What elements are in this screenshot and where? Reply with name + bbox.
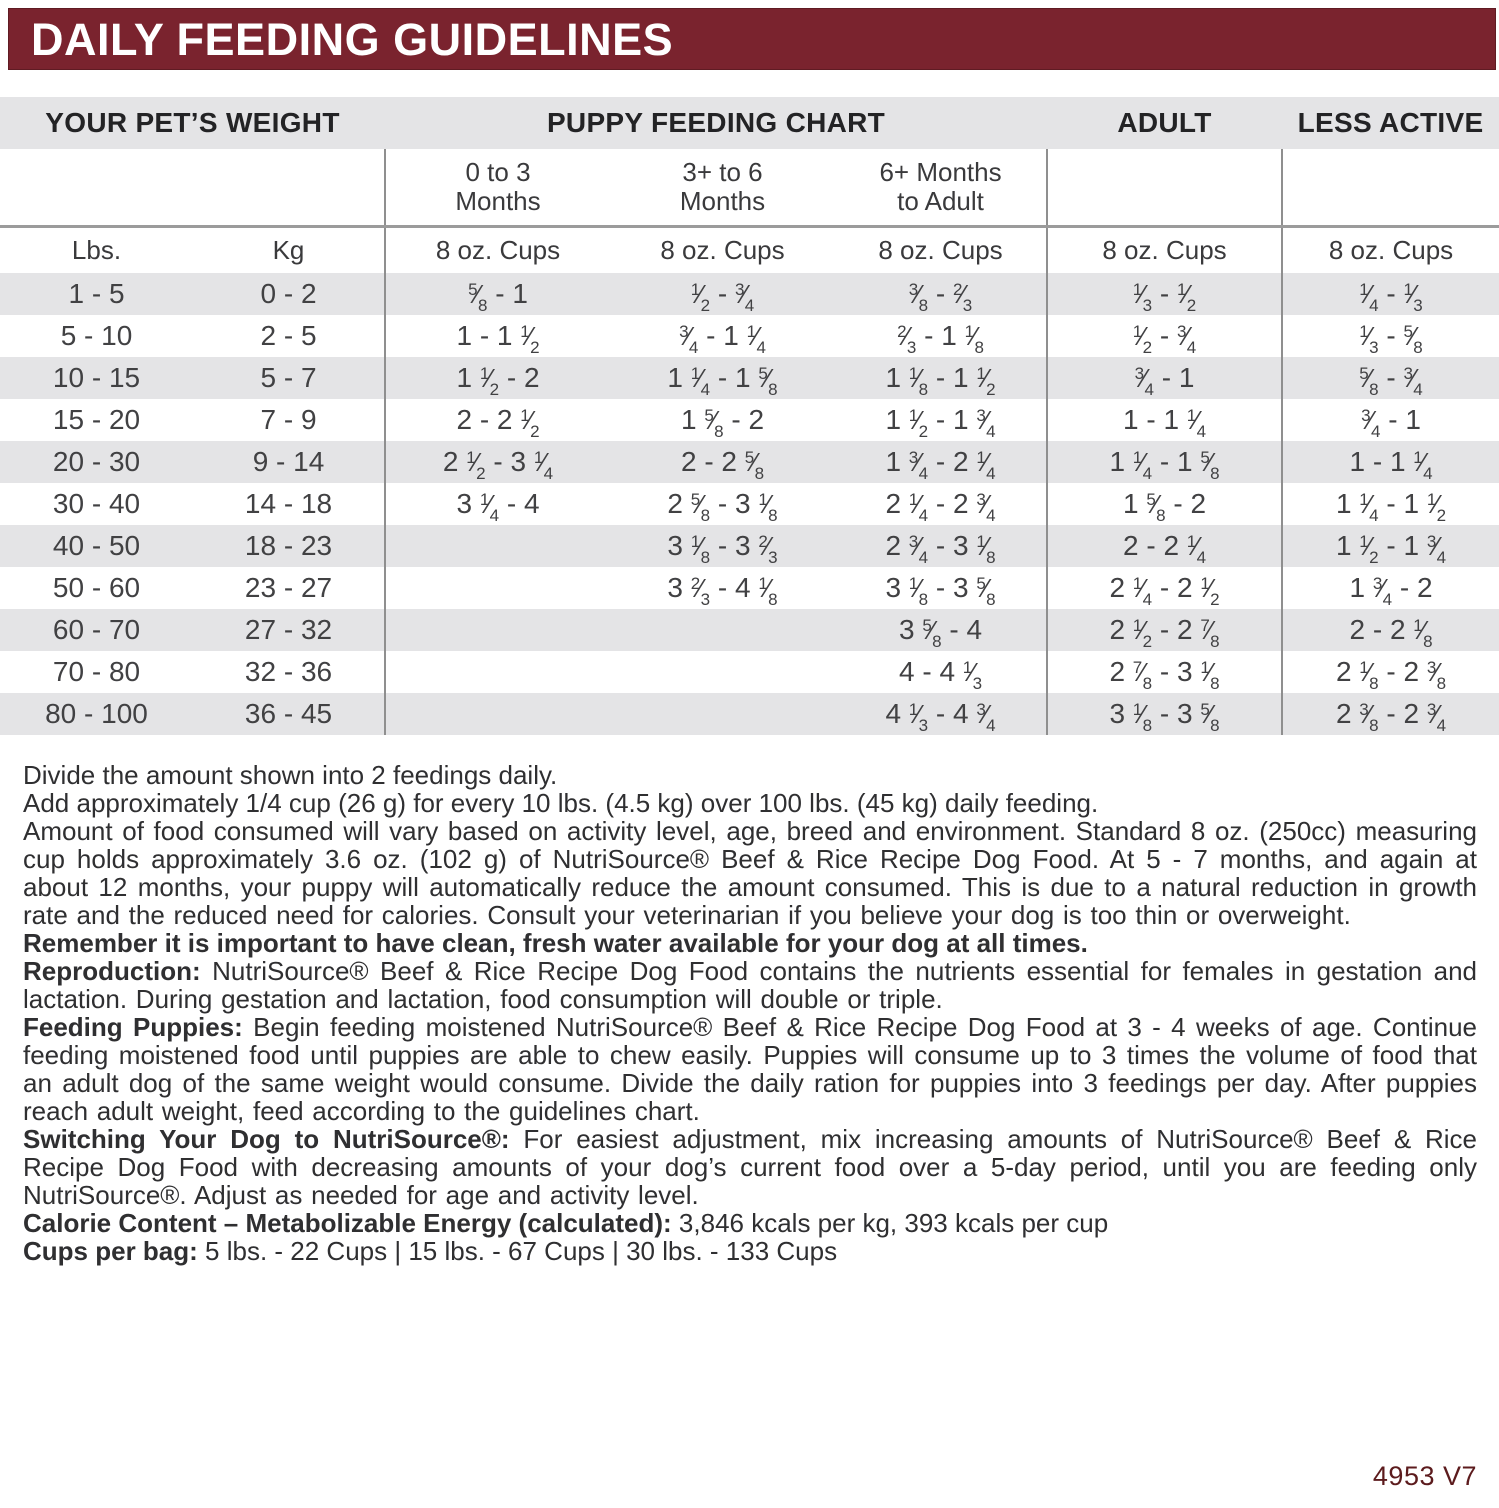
table-cell: 70 - 80 bbox=[52, 656, 141, 687]
unit-header-lbs: Lbs. bbox=[0, 227, 193, 274]
table-cell: $^2⁄_3 - 1$ $^1⁄_8$ bbox=[835, 315, 1047, 357]
table-cell: $^1⁄_4$ - $^1⁄_3$ bbox=[1359, 278, 1423, 315]
water-reminder: Remember it is important to have clean, fresh water available for your dog at all times. bbox=[23, 928, 1088, 958]
table-cell bbox=[385, 567, 610, 609]
table-cell: 2 - 5 bbox=[193, 315, 385, 357]
table-row bbox=[0, 315, 1499, 357]
table-cell: 15 - 20 bbox=[52, 404, 141, 435]
info-label: Cups per bag: bbox=[23, 1236, 198, 1266]
age-header-line: 0 to 3 bbox=[465, 157, 531, 187]
table-cell: 1 $^1⁄_4 - 1$ $^5⁄_8$ bbox=[1047, 441, 1282, 483]
table-row bbox=[0, 651, 1499, 693]
group-header-weight: YOUR PET’S WEIGHT bbox=[0, 97, 385, 149]
age-header-line: to Adult bbox=[897, 186, 984, 216]
table-cell: 1 $^3⁄_4 - 2$ bbox=[1349, 572, 1433, 609]
table-cell: 14 - 18 bbox=[193, 483, 385, 525]
feeding-table bbox=[0, 97, 1499, 735]
unit-header-row bbox=[0, 227, 1499, 274]
table-cell bbox=[610, 693, 835, 735]
table-cell: 50 - 60 bbox=[52, 572, 141, 603]
table-cell: 2 - 2 $^1⁄_2$ bbox=[456, 404, 540, 441]
table-cell bbox=[610, 609, 835, 651]
section-label: Feeding Puppies: bbox=[23, 1012, 243, 1042]
unit-header-kg: Kg bbox=[193, 227, 385, 274]
table-cell: 80 - 100 bbox=[45, 698, 148, 729]
table-cell: 2 $^1⁄_4 - 2$ $^3⁄_4$ bbox=[835, 483, 1047, 525]
table-cell: 1 $^1⁄_4 - 1$ $^5⁄_8$ bbox=[667, 362, 778, 399]
note-paragraph: Amount of food consumed will vary based on activity level, age, breed and environment. Standard 8 oz. (250cc) measuring cup holds approximately 3.6 oz. (102 g) of NutriSource® Beef & Rice Recipe Dog Food. At 5 - 7 months, and again at about 12 months, your puppy will automatically reduce the amount consumed. This is due to a natural reduction in growth rate and the reduced need for calories. Consult your veterinarian if you believe your dog is too thin or overweight. bbox=[23, 816, 1477, 930]
table-row bbox=[0, 357, 1499, 399]
cups-per-bag-line bbox=[23, 1237, 1477, 1265]
table-cell: $^3⁄_8$ - $^2⁄_3$ bbox=[835, 273, 1047, 315]
table-cell: 60 - 70 bbox=[52, 614, 141, 645]
table-cell bbox=[610, 651, 835, 693]
table-cell: 1 $^5⁄_8 - 2$ bbox=[680, 404, 765, 441]
group-header-puppy-chart: PUPPY FEEDING CHART bbox=[385, 97, 1047, 149]
unit-header-cups: 8 oz. Cups bbox=[385, 227, 610, 274]
table-row bbox=[0, 483, 1499, 525]
info-label: Calorie Content – Metabolizable Energy (calculated): bbox=[23, 1208, 672, 1238]
table-cell: 4 - 4 $^1⁄_3$ bbox=[835, 651, 1047, 693]
section-reproduction bbox=[23, 957, 1477, 1013]
table-cell: 2 - 2 $^1⁄_8$ bbox=[1349, 614, 1433, 651]
table-cell: 1 $^1⁄_2 - 2$ bbox=[456, 362, 540, 399]
table-row bbox=[0, 399, 1499, 441]
age-header-line: 3+ to 6 bbox=[682, 157, 763, 187]
info-text: 5 lbs. - 22 Cups | 15 lbs. - 67 Cups | 30 lbs. - 133 Cups bbox=[205, 1236, 838, 1266]
table-row bbox=[0, 567, 1499, 609]
table-row bbox=[0, 273, 1499, 315]
version-code: 4953 V7 bbox=[1372, 1461, 1477, 1491]
spacer-cell bbox=[1282, 149, 1499, 227]
table-cell: 1 - 1 $^1⁄_4$ bbox=[1349, 446, 1433, 483]
table-cell: 3 $^1⁄_8 - 3$ $^2⁄_3$ bbox=[667, 530, 778, 567]
table-cell: 1 $^1⁄_4 - 1$ $^1⁄_2$ bbox=[1335, 488, 1447, 525]
table-cell: $^1⁄_3$ - $^1⁄_2$ bbox=[1047, 273, 1282, 315]
table-cell: 3 $^2⁄_3 - 4$ $^1⁄_8$ bbox=[667, 572, 778, 609]
table-cell: 2 - 2 $^1⁄_4$ bbox=[1047, 525, 1282, 567]
note-line: Divide the amount shown into 2 feedings daily. bbox=[23, 760, 558, 790]
unit-header-cups: 8 oz. Cups bbox=[1047, 227, 1282, 274]
group-header-adult: ADULT bbox=[1047, 97, 1282, 149]
table-cell: 1 $^1⁄_2 - 1$ $^3⁄_4$ bbox=[1335, 530, 1447, 567]
age-header-row bbox=[0, 149, 1499, 227]
table-row bbox=[0, 693, 1499, 735]
section-text: For easiest adjustment, mix increasing amounts of NutriSource® Beef & Rice Recipe Dog Food with decreasing amounts of your dog’s current food over a 5-day period, until you are feeding only NutriSource®. Adjust as needed for age and activity level. bbox=[23, 1124, 1477, 1210]
note-line: Add approximately 1/4 cup (26 g) for every 10 lbs. (4.5 kg) over 100 lbs. (45 kg) daily feeding. bbox=[23, 788, 1099, 818]
table-cell: $^1⁄_2$ - $^3⁄_4$ bbox=[690, 278, 755, 315]
table-cell: 1 $^1⁄_8 - 1$ $^1⁄_2$ bbox=[835, 357, 1047, 399]
unit-header-cups: 8 oz. Cups bbox=[610, 227, 835, 274]
table-cell: 2 $^5⁄_8 - 3$ $^1⁄_8$ bbox=[667, 488, 778, 525]
section-label: Switching Your Dog to NutriSource®: bbox=[23, 1124, 510, 1154]
table-cell: 23 - 27 bbox=[193, 567, 385, 609]
table-cell: 2 $^3⁄_8 - 2$ $^3⁄_4$ bbox=[1335, 698, 1447, 735]
table-cell: 2 $^1⁄_8 - 2$ $^3⁄_8$ bbox=[1335, 656, 1447, 693]
group-header-less-active: LESS ACTIVE bbox=[1282, 97, 1499, 149]
table-cell: $^5⁄_8 - 1$ bbox=[468, 278, 528, 315]
age-header-line: Months bbox=[455, 186, 541, 216]
table-cell bbox=[385, 693, 610, 735]
table-cell: 4 $^1⁄_3 - 4$ $^3⁄_4$ bbox=[835, 693, 1047, 735]
table-cell: 30 - 40 bbox=[52, 488, 141, 519]
table-cell: 5 - 10 bbox=[60, 320, 133, 351]
table-cell: 3 $^1⁄_4 - 4$ bbox=[456, 488, 540, 525]
unit-header-cups: 8 oz. Cups bbox=[835, 227, 1047, 274]
section-text: Begin feeding moistened NutriSource® Beef & Rice Recipe Dog Food at 3 - 4 weeks of age. Continue feeding moistened food until puppies are able to chew easily. Puppies will consume up to 3 times the volume of food that an adult dog of the same weight would consume. Divide the daily ration for puppies into 3 feedings per day. After puppies reach adult weight, feed according to the guidelines chart. bbox=[23, 1012, 1477, 1126]
title-banner bbox=[8, 8, 1496, 70]
page-title: DAILY FEEDING GUIDELINES bbox=[31, 13, 674, 65]
spacer-cell bbox=[0, 149, 385, 227]
notes-block bbox=[23, 761, 1477, 1265]
table-cell bbox=[385, 609, 610, 651]
table-cell: 10 - 15 bbox=[52, 362, 141, 393]
table-cell: 5 - 7 bbox=[193, 357, 385, 399]
table-cell: 18 - 23 bbox=[193, 525, 385, 567]
section-label: Reproduction: bbox=[23, 956, 201, 986]
calorie-content-line bbox=[23, 1209, 1477, 1237]
table-cell bbox=[385, 651, 610, 693]
table-row bbox=[0, 525, 1499, 567]
table-cell: 1 $^5⁄_8 - 2$ bbox=[1047, 483, 1282, 525]
table-cell: 2 $^1⁄_2 - 3$ $^1⁄_4$ bbox=[442, 446, 554, 483]
table-cell: 1 - 5 bbox=[68, 278, 125, 309]
age-header-line: Months bbox=[679, 186, 766, 216]
table-cell: $^3⁄_4 - 1$ bbox=[1047, 357, 1282, 399]
table-cell: 36 - 45 bbox=[193, 693, 385, 735]
table-cell: 2 $^1⁄_2 - 2$ $^7⁄_8$ bbox=[1047, 609, 1282, 651]
table-cell: 1 $^3⁄_4 - 2$ $^1⁄_4$ bbox=[835, 441, 1047, 483]
table-cell: 1 - 1 $^1⁄_2$ bbox=[456, 320, 540, 357]
table-cell: 3 $^1⁄_8 - 3$ $^5⁄_8$ bbox=[1047, 693, 1282, 735]
table-row bbox=[0, 609, 1499, 651]
table-cell: $^3⁄_4 - 1$ bbox=[1361, 404, 1421, 441]
unit-header-cups: 8 oz. Cups bbox=[1282, 227, 1499, 274]
info-text: 3,846 kcals per kg, 393 kcals per cup bbox=[678, 1208, 1109, 1238]
age-header-line: 6+ Months bbox=[879, 157, 1002, 187]
table-cell: 27 - 32 bbox=[193, 609, 385, 651]
feeding-guidelines-label bbox=[0, 8, 1499, 1491]
table-cell: 3 $^5⁄_8 - 4$ bbox=[835, 609, 1047, 651]
table-cell bbox=[385, 525, 610, 567]
section-text: NutriSource® Beef & Rice Recipe Dog Food contains the nutrients essential for females in gestation and lactation. During gestation and lactation, food consumption will double or triple. bbox=[23, 956, 1477, 1014]
table-cell: 32 - 36 bbox=[193, 651, 385, 693]
table-cell: 20 - 30 bbox=[52, 446, 141, 477]
table-cell: 2 $^1⁄_4 - 2$ $^1⁄_2$ bbox=[1047, 567, 1282, 609]
age-header-0-3-months bbox=[385, 149, 610, 227]
table-row bbox=[0, 441, 1499, 483]
table-cell: $^3⁄_4 - 1$ $^1⁄_4$ bbox=[679, 320, 766, 357]
table-cell: 7 - 9 bbox=[193, 399, 385, 441]
table-cell: 1 $^1⁄_2 - 1$ $^3⁄_4$ bbox=[835, 399, 1047, 441]
table-cell: 3 $^1⁄_8 - 3$ $^5⁄_8$ bbox=[835, 567, 1047, 609]
table-cell: $^5⁄_8$ - $^3⁄_4$ bbox=[1359, 362, 1423, 399]
table-cell: $^1⁄_2$ - $^3⁄_4$ bbox=[1047, 315, 1282, 357]
table-cell: 2 - 2 $^5⁄_8$ bbox=[680, 446, 765, 483]
table-cell: 0 - 2 bbox=[193, 273, 385, 315]
table-cell: 2 $^7⁄_8 - 3$ $^1⁄_8$ bbox=[1047, 651, 1282, 693]
table-cell: $^1⁄_3$ - $^5⁄_8$ bbox=[1359, 320, 1423, 357]
spacer-cell bbox=[1047, 149, 1282, 227]
group-header-row bbox=[0, 97, 1499, 149]
age-header-6-months-adult bbox=[835, 149, 1047, 227]
section-feeding-puppies bbox=[23, 1013, 1477, 1125]
feeding-table-body bbox=[0, 273, 1499, 735]
table-cell: 1 - 1 $^1⁄_4$ bbox=[1047, 399, 1282, 441]
table-cell: 40 - 50 bbox=[52, 530, 141, 561]
table-cell: 9 - 14 bbox=[193, 441, 385, 483]
section-switching bbox=[23, 1125, 1477, 1209]
table-cell: 2 $^3⁄_4 - 3$ $^1⁄_8$ bbox=[835, 525, 1047, 567]
age-header-3-6-months bbox=[610, 149, 835, 227]
